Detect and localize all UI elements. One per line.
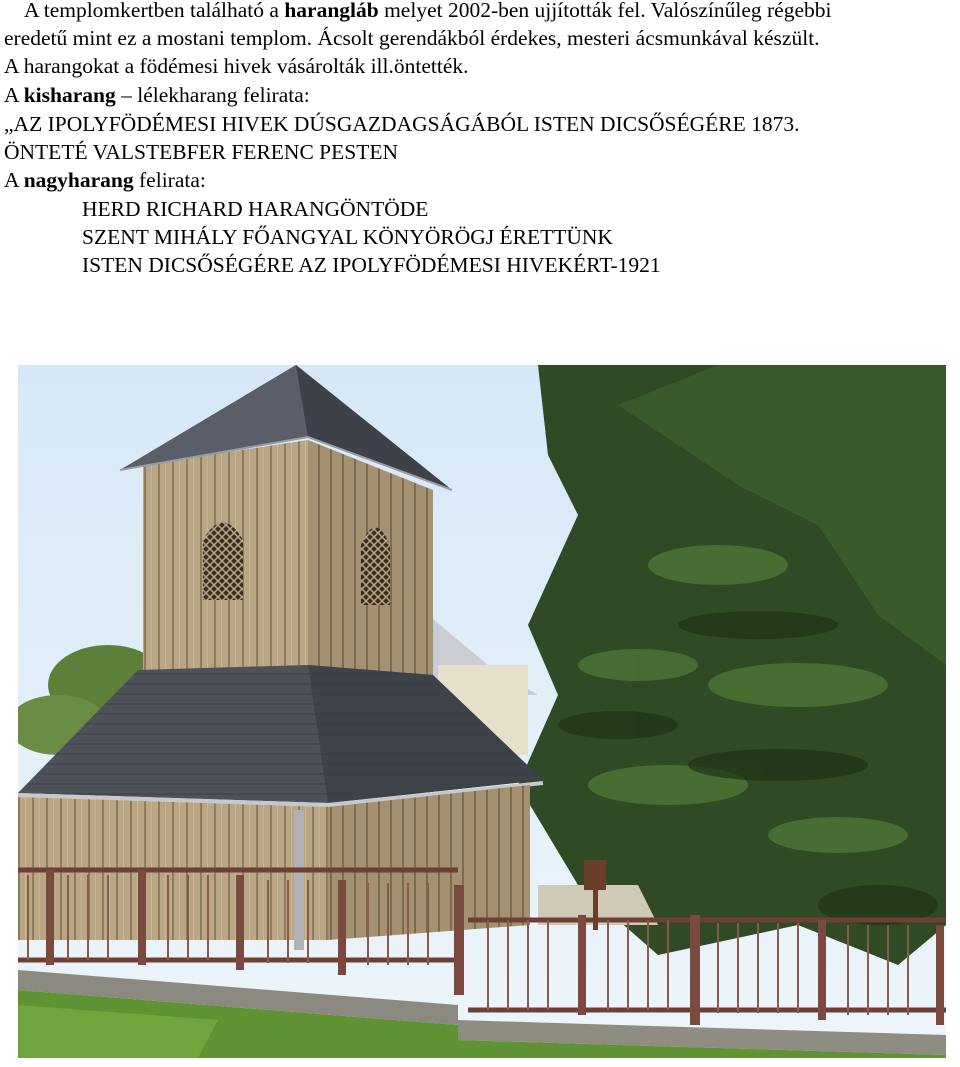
paragraph-line-4: [4, 81, 310, 109]
text-span: felirata:: [133, 168, 206, 192]
inscription-line-1: „AZ IPOLYFÖDÉMESI HIVEK DÚSGAZDAGSÁGÁBÓL ISTEN DICSŐSÉGÉRE 1873.: [4, 112, 800, 136]
text-span: A: [4, 83, 24, 107]
text-span: – lélekharang felirata:: [115, 83, 310, 107]
inscription-line-4: SZENT MIHÁLY FŐANGYAL KÖNYÖRÖGJ ÉRETTÜNK: [82, 225, 613, 249]
inscription-line-3: HERD RICHARD HARANGÖNTÖDE: [82, 197, 429, 221]
inscription-line-5: ISTEN DICSŐSÉGÉRE AZ IPOLYFÖDÉMESI HIVEKÉRT-1921: [82, 253, 661, 277]
text-span: melyet 2002-ben ujjították fel. Valószínűleg régebbi: [378, 0, 832, 22]
bold-term-nagyharang: nagyharang: [23, 168, 134, 192]
text-span: A templomkertben található a: [24, 0, 285, 22]
inscription-line-2: ÖNTETÉ VALSTEBFER FERENC PESTEN: [4, 140, 399, 164]
text-span: A: [4, 168, 24, 192]
paragraph-line-7: [4, 166, 206, 194]
paragraph-line-2: eredetű mint ez a mostani templom. Ácsolt gerendákból érdekes, mesteri ácsmunkával készült.: [4, 26, 820, 50]
bell-tower-photo: [18, 365, 946, 1058]
paragraph-line-1: [24, 0, 831, 24]
bold-term-kisharang: kisharang: [23, 83, 116, 107]
bold-term-harangláb: harangláb: [284, 0, 379, 22]
paragraph-line-3: A harangokat a födémesi hivek vásárolták ill.öntették.: [4, 54, 469, 78]
